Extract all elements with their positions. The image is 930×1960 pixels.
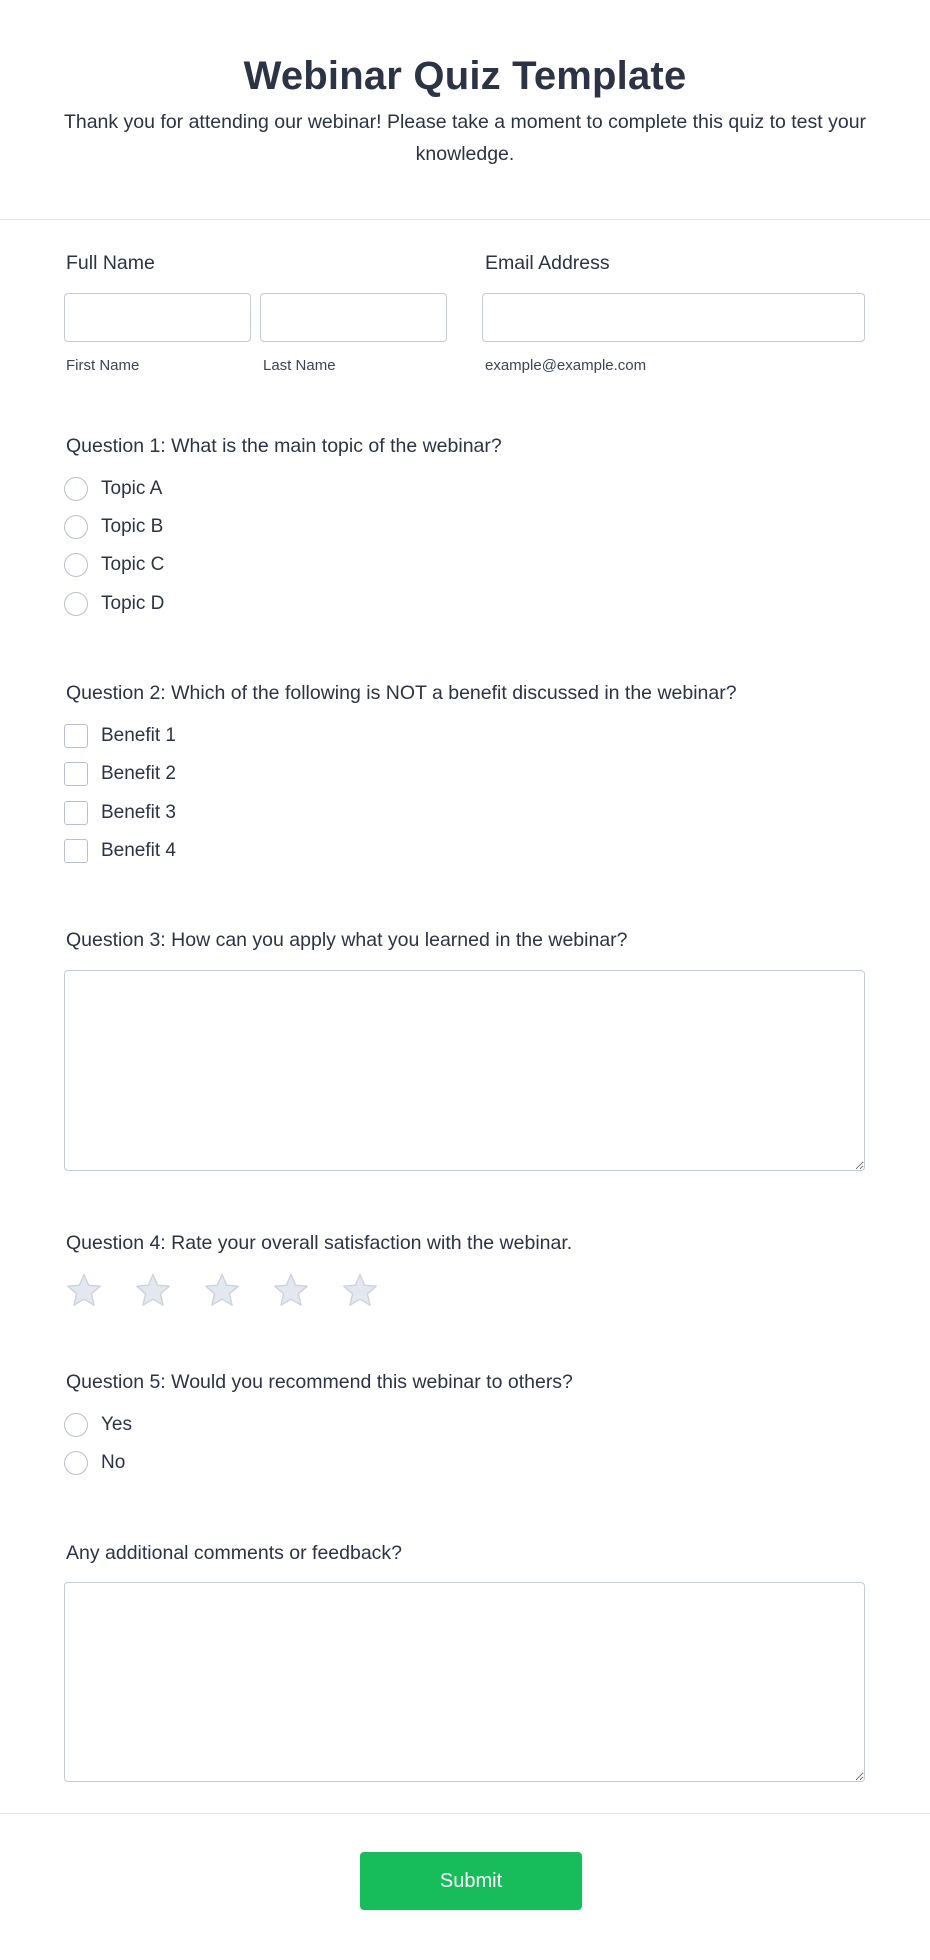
radio-button[interactable]: [64, 477, 88, 501]
question-4-label: Question 4: Rate your overall satisfaction with the webinar.: [66, 1232, 573, 1254]
star-icon-4[interactable]: [271, 1271, 311, 1311]
checkbox[interactable]: [64, 801, 88, 825]
first-name-sublabel: First Name: [66, 357, 140, 374]
option-label: Topic A: [101, 478, 163, 499]
checkbox[interactable]: [64, 762, 88, 786]
radio-button[interactable]: [64, 515, 88, 539]
q1-option-topic-d[interactable]: [64, 590, 164, 618]
option-label: Benefit 3: [101, 802, 176, 823]
star-icon-2[interactable]: [133, 1271, 173, 1311]
option-label: No: [101, 1452, 126, 1473]
option-label: Benefit 4: [101, 840, 176, 861]
option-label: Benefit 1: [101, 725, 176, 746]
q2-option-benefit-4[interactable]: [64, 837, 176, 865]
option-label: Yes: [101, 1414, 132, 1435]
radio-button[interactable]: [64, 592, 88, 616]
star-rating[interactable]: [64, 1271, 409, 1313]
comments-textarea[interactable]: [64, 1582, 865, 1782]
radio-button[interactable]: [64, 553, 88, 577]
q2-option-benefit-2[interactable]: [64, 760, 176, 788]
star-icon-1[interactable]: [64, 1271, 104, 1311]
comments-label: Any additional comments or feedback?: [66, 1542, 403, 1564]
question-2-label: Question 2: Which of the following is NOT a benefit discussed in the webinar?: [66, 682, 737, 704]
option-label: Topic B: [101, 516, 164, 537]
last-name-sublabel: Last Name: [263, 357, 336, 374]
q1-option-topic-c[interactable]: [64, 551, 164, 579]
checkbox[interactable]: [64, 724, 88, 748]
submit-button[interactable]: Submit: [360, 1852, 582, 1910]
form-header: [0, 0, 930, 220]
question-5-label: Question 5: Would you recommend this webinar to others?: [66, 1371, 573, 1393]
first-name-input[interactable]: [64, 293, 251, 342]
q2-option-benefit-3[interactable]: [64, 799, 176, 827]
email-label: Email Address: [485, 252, 610, 274]
q1-option-topic-a[interactable]: [64, 475, 162, 503]
option-label: Topic D: [101, 593, 165, 614]
q2-option-benefit-1[interactable]: [64, 722, 176, 750]
email-input[interactable]: [482, 293, 865, 342]
full-name-label: Full Name: [66, 252, 155, 274]
option-label: Benefit 2: [101, 763, 176, 784]
footer-divider: [0, 1813, 930, 1814]
radio-button[interactable]: [64, 1413, 88, 1437]
last-name-input[interactable]: [260, 293, 447, 342]
question-3-textarea[interactable]: [64, 970, 865, 1171]
question-3-label: Question 3: How can you apply what you learned in the webinar?: [66, 929, 628, 951]
star-icon-3[interactable]: [202, 1271, 242, 1311]
question-1-label: Question 1: What is the main topic of the webinar?: [66, 435, 502, 457]
checkbox[interactable]: [64, 839, 88, 863]
page-subtitle: Thank you for attending our webinar! Please take a moment to complete this quiz to test your knowledge.: [63, 111, 867, 165]
email-sublabel: example@example.com: [485, 357, 647, 374]
q5-option-yes[interactable]: [64, 1411, 132, 1439]
page-title: Webinar Quiz Template: [243, 54, 687, 98]
option-label: Topic C: [101, 554, 165, 575]
star-icon-5[interactable]: [340, 1271, 380, 1311]
q1-option-topic-b[interactable]: [64, 513, 163, 541]
radio-button[interactable]: [64, 1451, 88, 1475]
q5-option-no[interactable]: [64, 1449, 125, 1477]
